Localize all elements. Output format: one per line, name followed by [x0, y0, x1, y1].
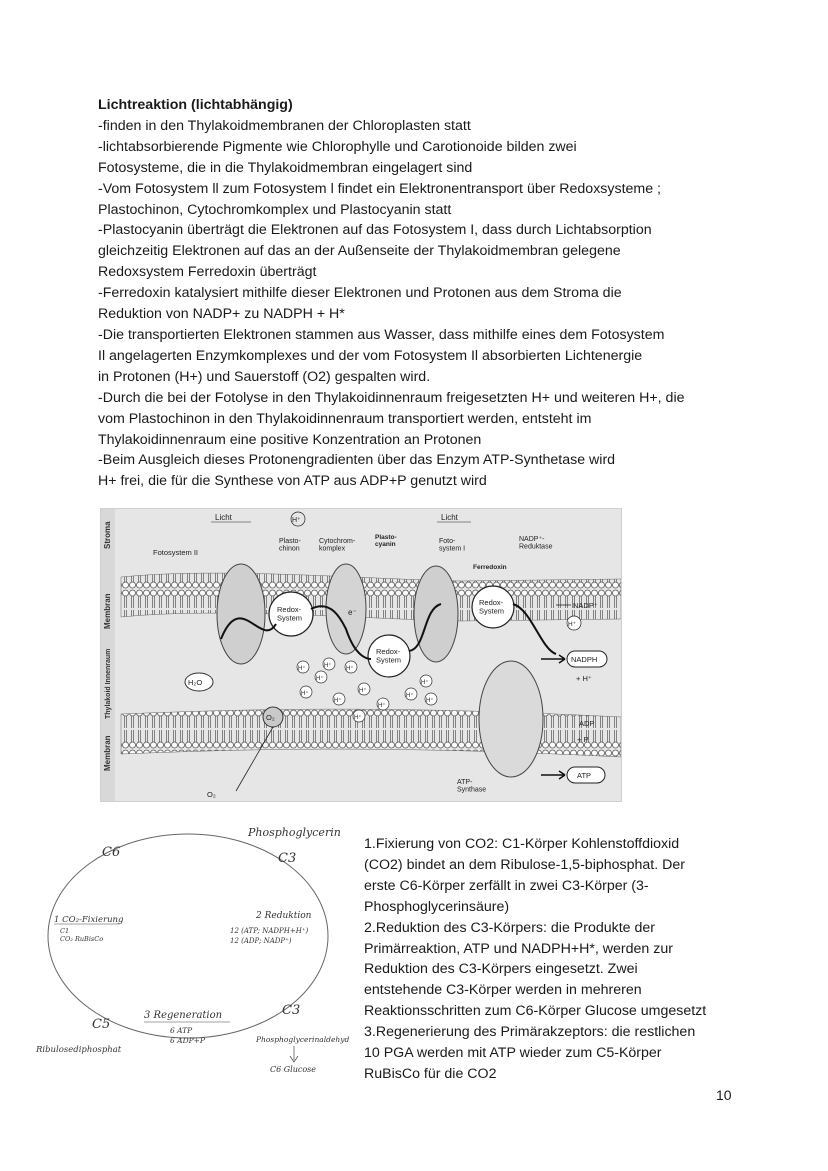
o2-label: O₂	[266, 713, 275, 722]
step-line: Reaktionsschritten zum C6-Körper Glucose umgesetzt	[364, 1003, 707, 1020]
fotosystem-2-complex	[217, 564, 265, 664]
nadp-reduktase-label: NADP⁺-Reduktase	[519, 536, 553, 551]
plus-p-label: + P	[577, 735, 589, 744]
atp-synthase-complex	[479, 661, 543, 777]
o2-bottom-label: O₂	[207, 790, 216, 799]
nadph-label: NADPH	[571, 655, 598, 664]
calvin-cycle-sketch	[30, 818, 360, 1088]
upper-membrane	[121, 573, 621, 621]
text-line: -Ferredoxin katalysiert mithilfe dieser Elektronen und Protonen aus dem Stroma die	[98, 285, 622, 302]
nadph-plus-h: + H⁺	[576, 674, 592, 683]
calvin-cycle-svg	[30, 818, 360, 1088]
fixierung-sub-2: CO₂ RuBisCo	[60, 935, 104, 943]
svg-text:H⁺: H⁺	[298, 666, 306, 672]
svg-text:H⁺: H⁺	[324, 663, 332, 669]
svg-text:H⁺: H⁺	[316, 676, 324, 682]
reduktion-label: 2 Reduktion	[256, 911, 312, 921]
lower-membrane	[121, 709, 621, 757]
ferredoxin-label: Ferredoxin	[473, 564, 507, 571]
c3-bottom-label: C3	[282, 1003, 301, 1018]
regeneration-sub-1: 6 ATP	[170, 1026, 193, 1035]
reduktion-sub-1: 12 (ATP; NADPH+H⁺)	[230, 927, 309, 935]
text-line: -finden in den Thylakoidmembranen der Chloroplasten statt	[98, 117, 471, 134]
h2o-label: H₂O	[188, 678, 203, 687]
step-line: 10 PGA werden mit ATP wieder zum C5-Körper	[364, 1045, 662, 1062]
step-line: erste C6-Körper zerfällt in zwei C3-Körper (3-	[364, 877, 649, 894]
right-h-plus: H⁺	[568, 621, 577, 628]
svg-text:H⁺: H⁺	[301, 691, 309, 697]
licht-label-1: Licht	[215, 513, 232, 522]
step-line: 1.Fixierung von CO2: C1-Körper Kohlenstoffdioxid	[364, 836, 680, 852]
phosphoglycerinaldehyd-label: Phosphoglycerinaldehyd	[256, 1035, 350, 1044]
redox-label-3: Redox-System	[479, 598, 505, 616]
page-number: 10	[716, 1087, 732, 1103]
step-line: Phosphoglycerinsäure)	[364, 898, 510, 915]
svg-text:H⁺: H⁺	[378, 703, 386, 709]
svg-text:H⁺: H⁺	[354, 715, 362, 721]
step-line: Reduktion des C3-Körpers eingesetzt. Zwei	[364, 961, 638, 978]
text-line: -Vom Fotosystem ll zum Fotosystem l findet ein Elektronentransport über Redoxsysteme ;	[98, 180, 661, 197]
cytochrom-label: Cytochrom-komplex	[319, 538, 356, 553]
redox-label-2: Redox-System	[376, 647, 402, 665]
c6-label: C6	[102, 845, 121, 860]
text-line: vom Plastochinon in den Thylakoidinnenraum transportiert werden, entsteht im	[98, 410, 592, 427]
side-label-membran-2: Membran	[103, 735, 112, 771]
svg-text:H⁺: H⁺	[334, 698, 342, 704]
side-label-membran: Membran	[103, 593, 112, 629]
ribulose-label: Ribulosediphosphat	[36, 1045, 122, 1055]
page-heading: Lichtreaktion (lichtabhängig)	[98, 97, 293, 113]
svg-text:H⁺: H⁺	[359, 688, 367, 694]
svg-text:H⁺: H⁺	[421, 680, 429, 686]
c5-label: C5	[92, 1017, 111, 1032]
phosphoglycerin-label: Phosphoglycerin	[248, 826, 341, 839]
h-plus-top: H⁺	[292, 517, 301, 524]
plastochinon-label: Plasto-chinon	[279, 538, 301, 553]
licht-label-2: Licht	[441, 513, 458, 522]
text-line: -lichtabsorbierende Pigmente wie Chlorophylle und Carotionoide bilden zwei	[98, 138, 577, 155]
text-line: Il angelagerten Enzymkomplexes und der vom Fotosystem Il absorbierten Lichtenergie	[98, 347, 643, 364]
step-line: 3.Regenerierung des Primärakzeptors: die restlichen	[364, 1024, 696, 1041]
step-line: entstehende C3-Körper werden in mehreren	[364, 982, 642, 999]
thylakoid-diagram-svg	[101, 509, 621, 801]
svg-text:H⁺: H⁺	[426, 698, 434, 704]
text-line: Plastochinon, Cytochromkomplex und Plastocyanin statt	[98, 201, 452, 218]
text-line: -Durch die bei der Fotolyse in den Thylakoidinnenraum freigesetzten H+ und weiteren H+, die	[98, 389, 685, 406]
step-line: RuBisCo für die CO2	[364, 1065, 497, 1082]
text-line: Thylakoidinnenraum eine positive Konzentration an Protonen	[98, 431, 482, 448]
plastocyanin-label: Plasto-cyanin	[375, 534, 397, 549]
step-line: Primärreaktion, ATP und NADPH+H*, werden zur	[364, 940, 673, 957]
redox-label-1: Redox-System	[277, 605, 303, 623]
side-label-stroma: Stroma	[103, 521, 112, 549]
text-line: Reduktion von NADP+ zu NADPH + H*	[98, 306, 345, 323]
text-line: H+ frei, die für die Synthese von ATP aus ADP+P genutzt wird	[98, 473, 487, 490]
text-line: in Protonen (H+) und Sauerstoff (O2) gespalten wird.	[98, 368, 431, 385]
side-label-innenraum: Thylakoid Innenraum	[105, 648, 112, 719]
fotosystem-1-complex	[414, 566, 458, 662]
text-line: gleichzeitig Elektronen auf das an der Außenseite der Thylakoidmembran gelegene	[98, 243, 621, 260]
glucose-label: C6 Glucose	[270, 1065, 316, 1074]
fixierung-sub-1: C1	[60, 927, 70, 935]
calvin-steps-text	[364, 834, 744, 1085]
c3-top-label: C3	[278, 851, 297, 866]
fotosystem-2-label: Fotosystem II	[153, 548, 199, 557]
electron-label: e⁻	[348, 608, 357, 617]
regeneration-label: 3 Regeneration	[144, 1010, 223, 1021]
regeneration-sub-2: 6 ADP+P	[170, 1036, 205, 1045]
step-line: (CO2) bindet an dem Ribulose-1,5-biphosphat. Der	[364, 856, 685, 873]
step-line: 2.Reduktion des C3-Körpers: die Produkte der	[364, 919, 656, 936]
fotosystem-1-label: Foto-system I	[439, 538, 466, 553]
atp-label: ATP	[577, 771, 592, 780]
text-line: -Beim Ausgleich dieses Protonengradienten über das Enzym ATP-Synthetase wird	[98, 452, 616, 469]
fixierung-label: 1 CO₂-Fixierung	[54, 915, 124, 925]
nadp-label: NADP⁺	[573, 601, 598, 610]
thylakoid-diagram	[100, 508, 622, 802]
text-line: -Plastocyanin überträgt die Elektronen auf das Fotosystem I, dass durch Lichtabsorption	[98, 222, 652, 239]
reduktion-sub-2: 12 (ADP; NADP⁺)	[230, 937, 292, 945]
atp-synthase-label: ATP-Synthase	[457, 779, 487, 794]
svg-text:H⁺: H⁺	[346, 666, 354, 672]
text-line: -Die transportierten Elektronen stammen aus Wasser, dass mithilfe eines dem Fotosystem	[98, 326, 665, 343]
main-text	[98, 95, 738, 492]
text-line: Fotosysteme, die in die Thylakoidmembran eingelagert sind	[98, 159, 473, 176]
text-line: Redoxsystem Ferredoxin überträgt	[98, 264, 317, 281]
adp-label: ADP	[579, 719, 595, 728]
svg-text:H⁺: H⁺	[406, 693, 414, 699]
